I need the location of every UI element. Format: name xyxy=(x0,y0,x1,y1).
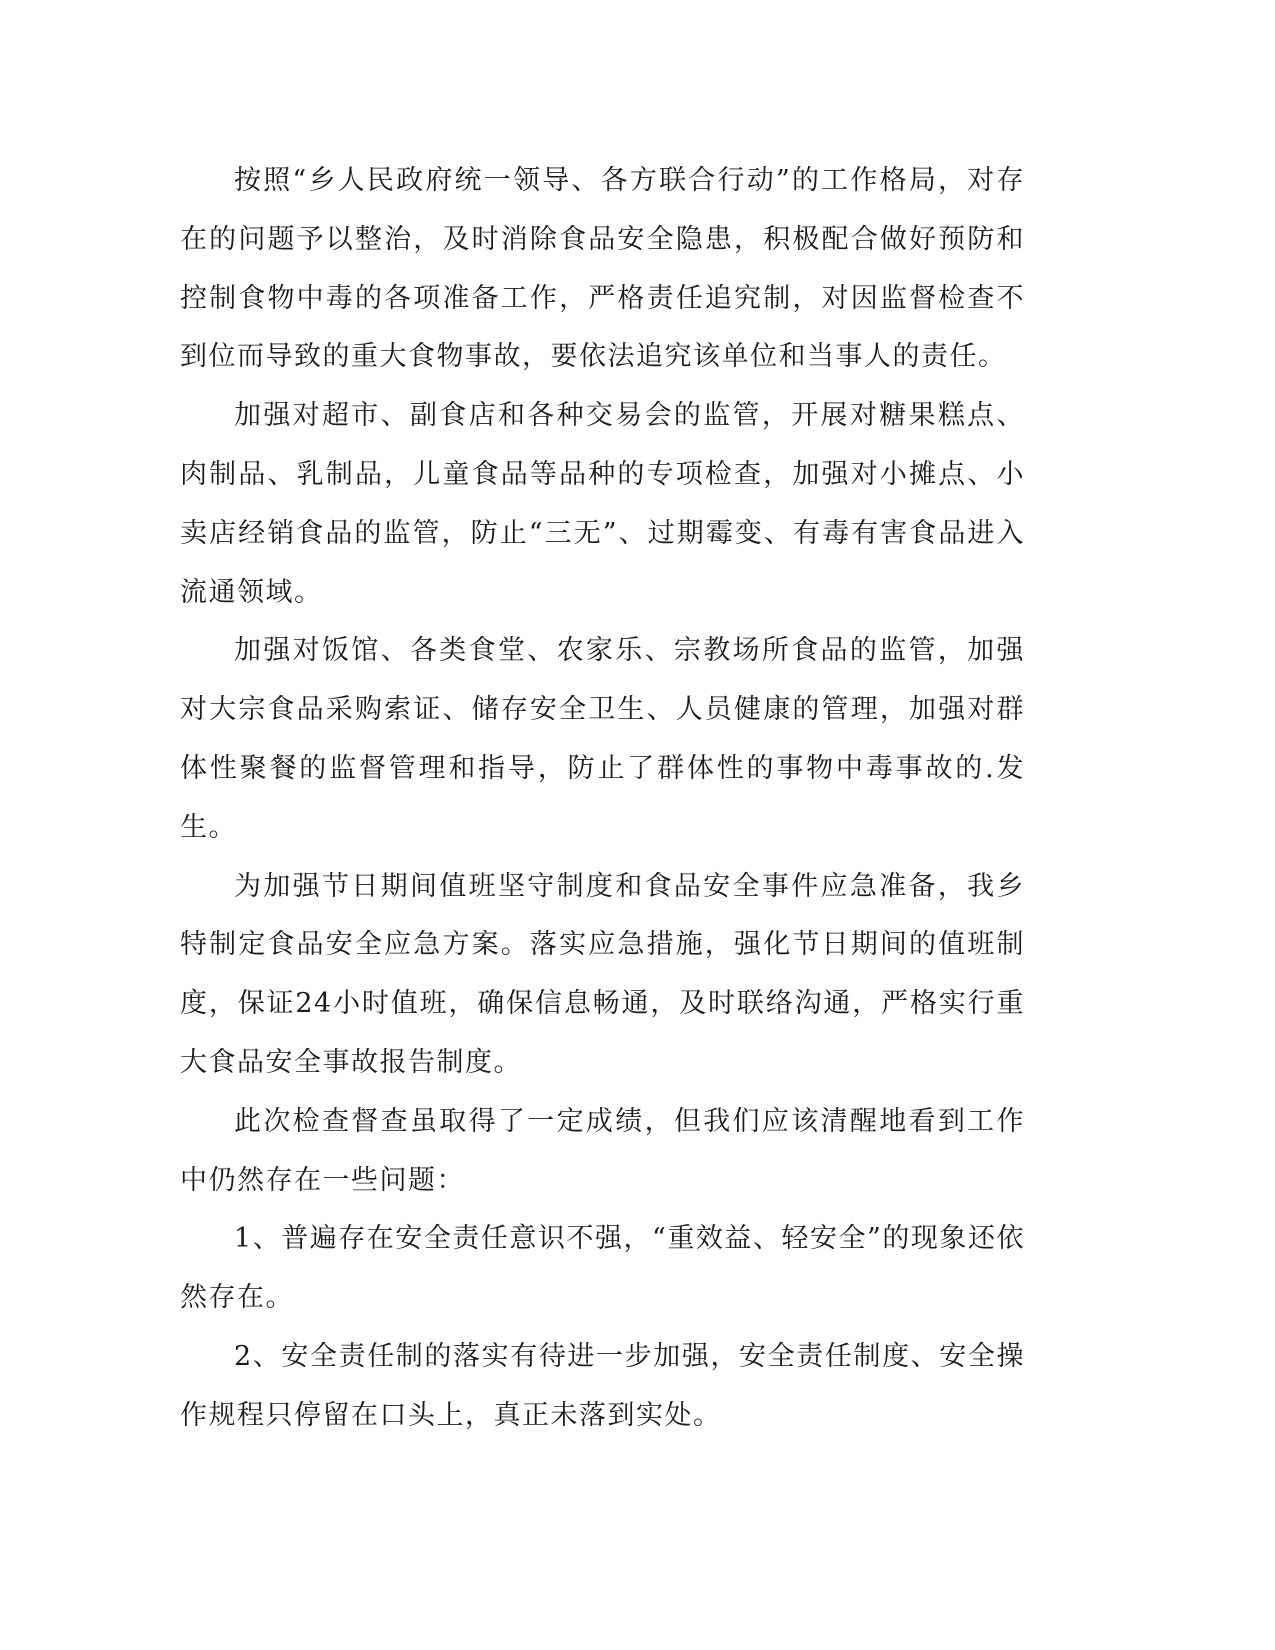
paragraph-emergency-plan: 为加强节日期间值班坚守制度和食品安全事件应急准备，我乡特制定食品安全应急方案。落实应急措施，强化节日期间的值班制度，保证24小时值班，确保信息畅通，及时联络沟通，严格实行重大食品安全事故报告制度。 xyxy=(180,870,1025,1078)
paragraph-problem-1: 1、普遍存在安全责任意识不强，“重效益、轻安全”的现象还依然存在。 xyxy=(180,1223,1025,1314)
paragraph-canteen-supervision: 加强对饭馆、各类食堂、农家乐、宗教场所食品的监管，加强对大宗食品采购索证、储存安全卫生、人员健康的管理，加强对群体性聚餐的监督管理和指导，防止了群体性的事物中毒事故的.发生。 xyxy=(180,635,1025,843)
document-body xyxy=(180,152,1025,1446)
paragraph-supermarket-supervision: 加强对超市、副食店和各种交易会的监管，开展对糖果糕点、肉制品、乳制品，儿童食品等品种的专项检查，加强对小摊点、小卖店经销食品的监管，防止“三无”、过期霉变、有毒有害食品进入流通领域。 xyxy=(180,400,1025,608)
paragraph-work-pattern: 按照“乡人民政府统一领导、各方联合行动”的工作格局，对存在的问题予以整治，及时消除食品安全隐患，积极配合做好预防和控制食物中毒的各项准备工作，严格责任追究制，对因监督检查不到位而导致的重大食物事故，要依法追究该单位和当事人的责任。 xyxy=(180,165,1025,373)
paragraph-problem-2: 2、安全责任制的落实有待进一步加强，安全责任制度、安全操作规程只停留在口头上，真正未落到实处。 xyxy=(180,1340,1025,1431)
paragraph-problems-intro: 此次检查督查虽取得了一定成绩，但我们应该清醒地看到工作中仍然存在一些问题： xyxy=(180,1105,1025,1196)
